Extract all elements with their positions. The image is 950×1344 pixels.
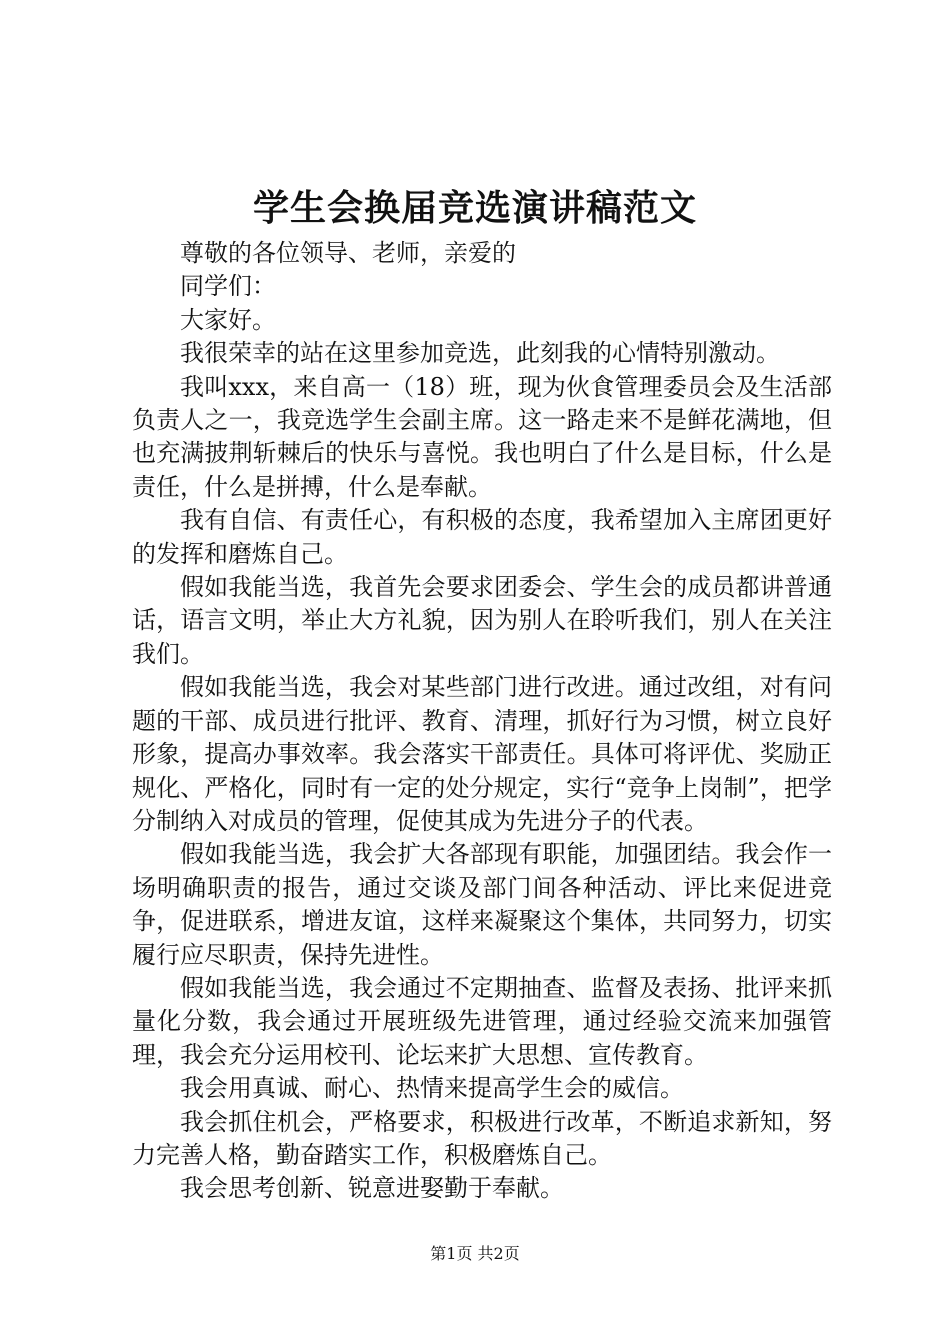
paragraph: 大家好。 — [180, 305, 276, 334]
paragraph: 我会抓住机会，严格要求，积极进行改革，不断追求新知，努力完善人格，勤奋踏实工作，积极磨炼自己。 — [132, 1107, 832, 1169]
paragraph: 我有自信、有责任心，有积极的态度，我希望加入主席团更好的发挥和磨炼自己。 — [132, 506, 832, 568]
document-body — [132, 237, 832, 1206]
paragraph: 假如我能当选，我首先会要求团委会、学生会的成员都讲普通话，语言文明，举止大方礼貌，因为别人在聆听我们，别人在关注我们。 — [132, 573, 832, 668]
paragraph: 假如我能当选，我会对某些部门进行改进。通过改组，对有问题的干部、成员进行批评、教育、清理，抓好行为习惯，树立良好形象，提高办事效率。我会落实干部责任。具体可将评优、奖励正规化、严格化，同时有一定的处分规定，实行“竞争上岗制”，把学分制纳入对成员的管理，促使其成为先进分子的代表。 — [132, 673, 832, 835]
paragraph: 我会思考创新、锐意进娶勤于奉献。 — [180, 1174, 564, 1203]
page-number-footer: 第1页 共2页 — [430, 1244, 520, 1263]
paragraph: 我很荣幸的站在这里参加竞选，此刻我的心情特别激动。 — [180, 339, 780, 368]
document-title: 学生会换届竞选演讲稿范文 — [252, 187, 697, 229]
paragraph: 同学们： — [180, 272, 276, 301]
paragraph: 我会用真诚、耐心、热情来提高学生会的威信。 — [180, 1074, 684, 1103]
paragraph: 假如我能当选，我会扩大各部现有职能，加强团结。我会作一场明确职责的报告，通过交谈及部门间各种活动、评比来促进竞争，促进联系，增进友谊，这样来凝聚这个集体，共同努力，切实履行应尽职责，保持先进性。 — [132, 840, 832, 969]
paragraph: 我叫xxx，来自高一（18）班，现为伙食管理委员会及生活部负责人之一，我竞选学生会副主席。这一路走来不是鲜花满地，但也充满披荆斩棘后的快乐与喜悦。我也明白了什么是目标，什么是责任，什么是拼搏，什么是奉献。 — [132, 372, 832, 501]
paragraph: 假如我能当选，我会通过不定期抽查、监督及表扬、批评来抓量化分数，我会通过开展班级先进管理，通过经验交流来加强管理，我会充分运用校刊、论坛来扩大思想、宣传教育。 — [132, 973, 832, 1069]
paragraph: 尊敬的各位领导、老师，亲爱的 — [180, 239, 516, 267]
